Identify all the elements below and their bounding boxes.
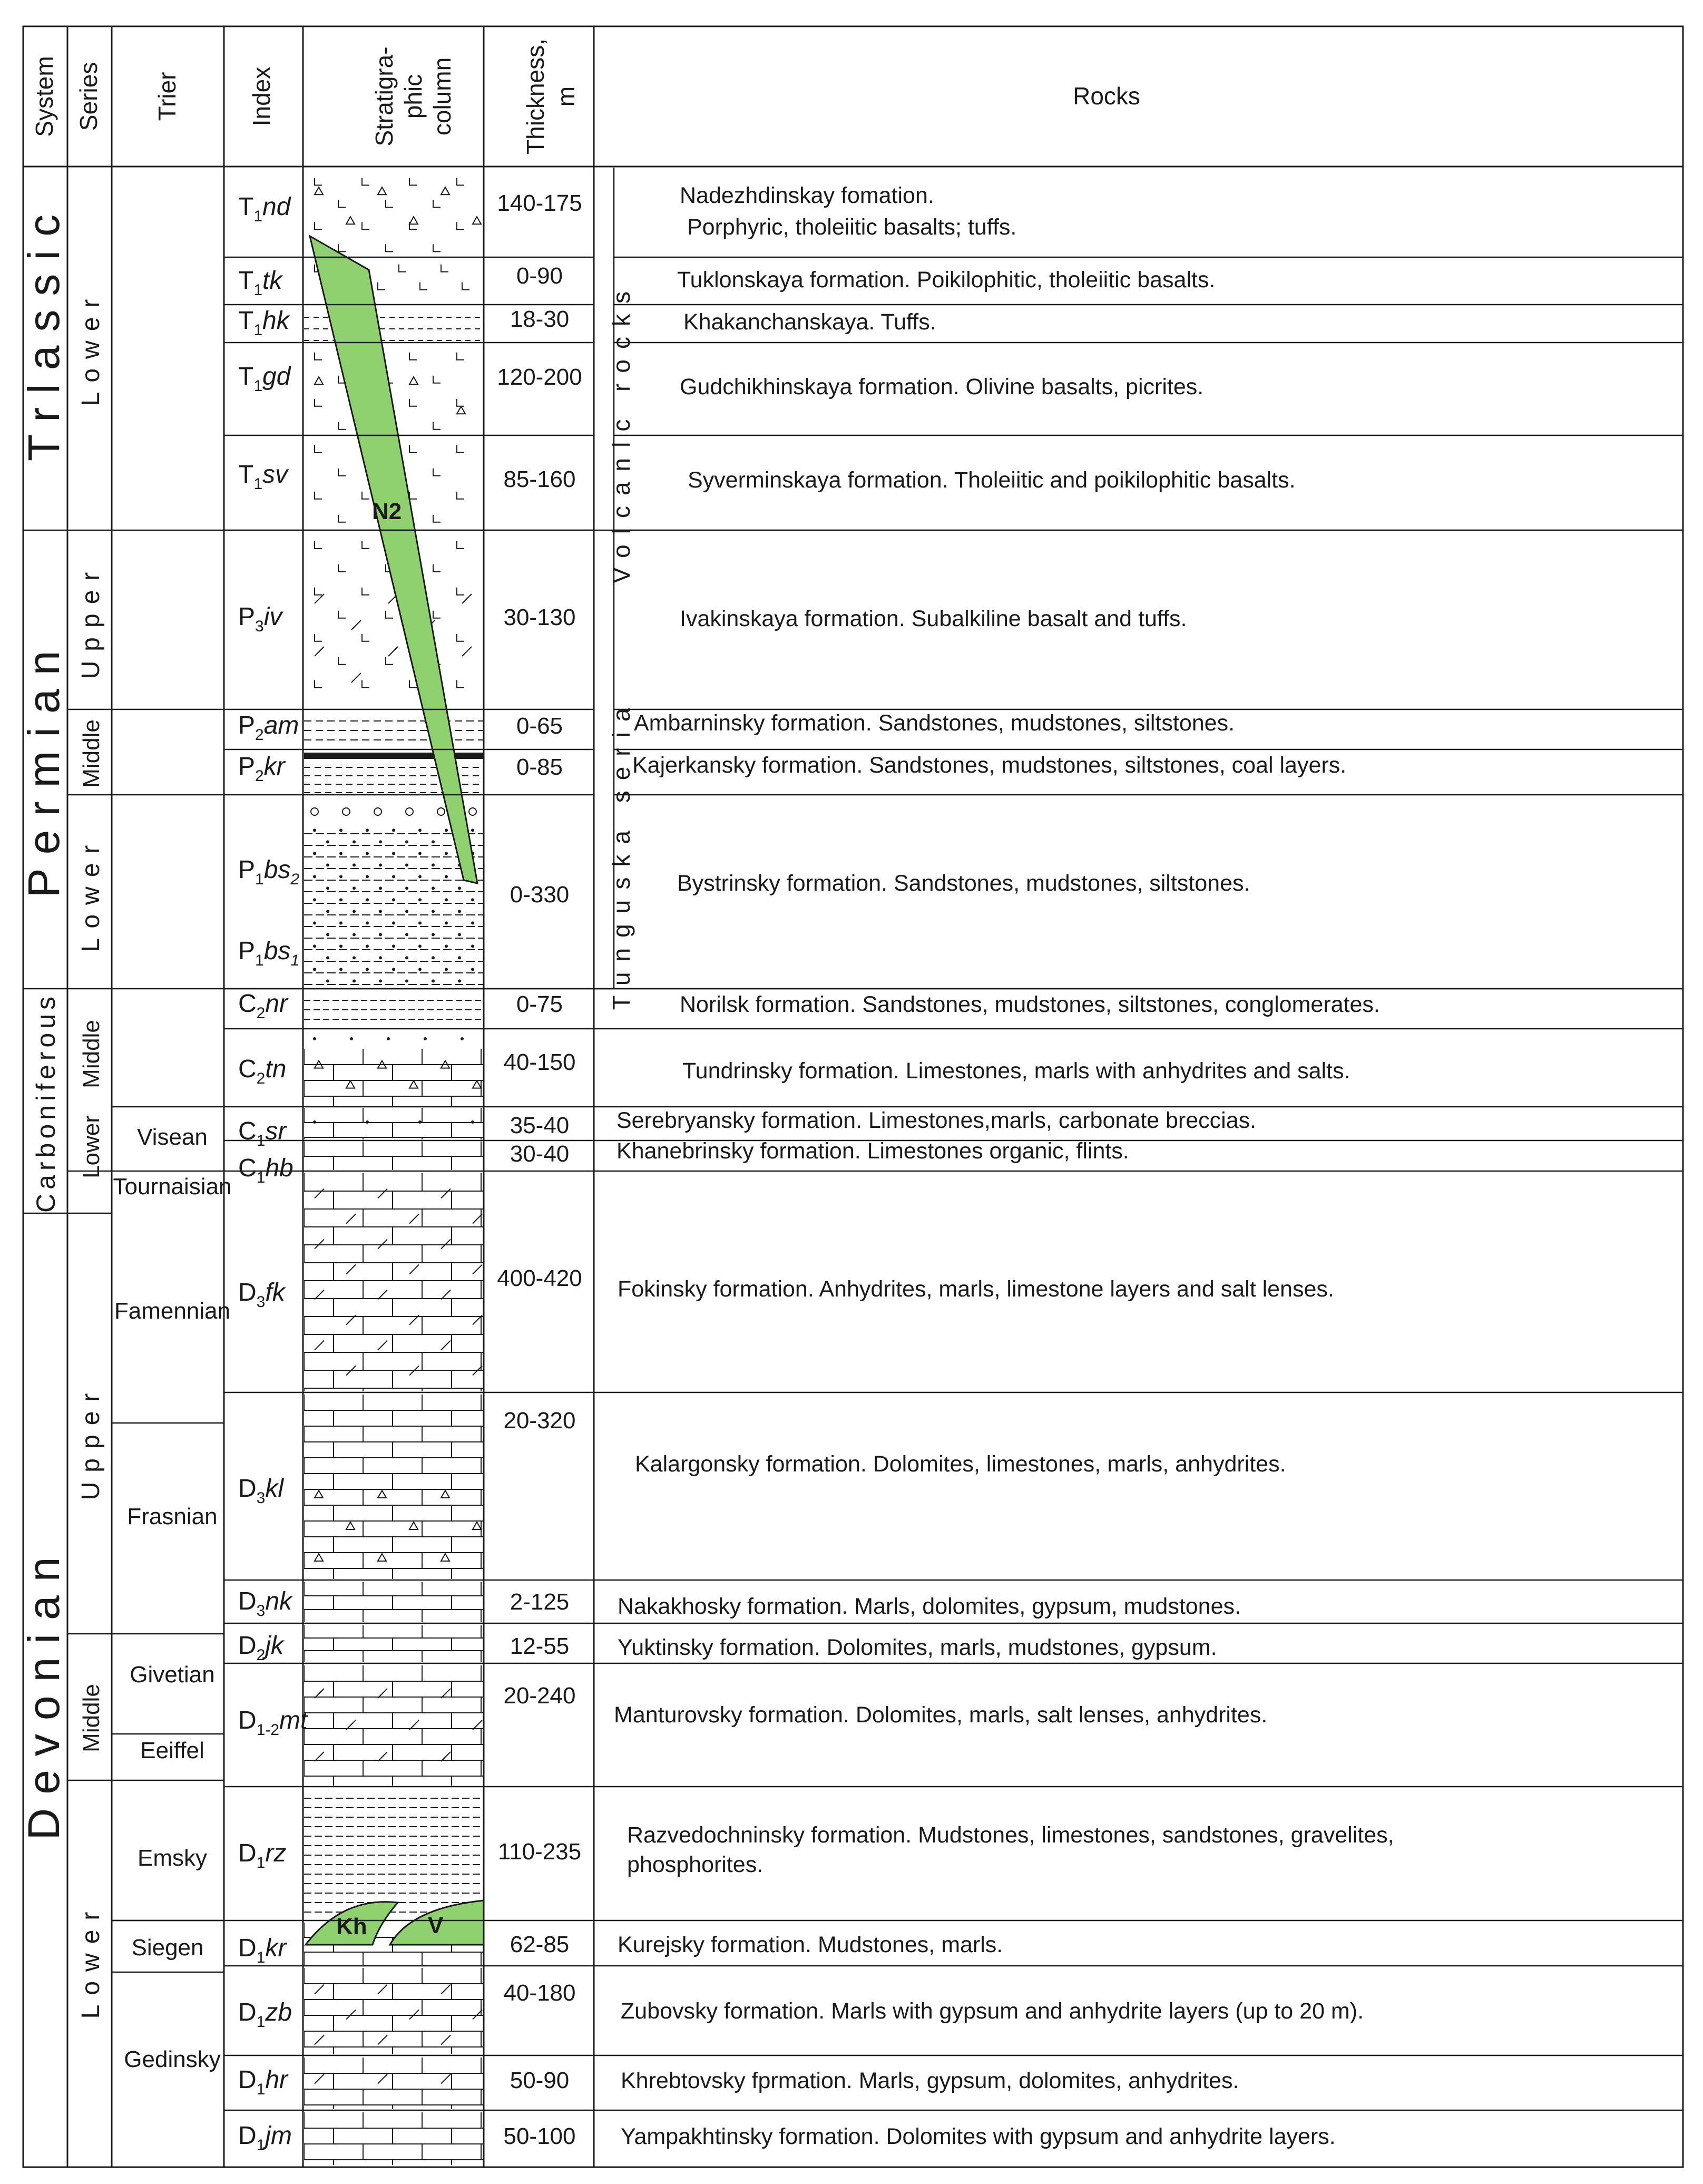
side-label-volcanic: Volcanlc rocks bbox=[608, 280, 635, 584]
rocks-cell-15-line-0: Nakakhosky formation. Marls, dolomites, gypsum, mudstones. bbox=[618, 1594, 1241, 1619]
thickness-cell-20: 40-180 bbox=[503, 1980, 576, 2006]
series-permian-middle: Middle bbox=[79, 719, 104, 788]
intrusion-n2 bbox=[310, 236, 477, 883]
index-cell-8-b: $P_1bs_1$ bbox=[238, 937, 300, 969]
rocks-cell-2-line-0: Khakanchanskaya. Tuffs. bbox=[683, 309, 936, 335]
thickness-cell-5: 30-130 bbox=[503, 604, 576, 630]
index-cell-20: $D_1zb$ bbox=[238, 1998, 292, 2031]
intrusion-v-label: V bbox=[428, 1913, 444, 1938]
trier-column bbox=[113, 1124, 231, 2072]
header-trier: Trier bbox=[153, 72, 181, 121]
thickness-cell-21: 50-90 bbox=[510, 2068, 570, 2093]
series-carb-middle: Middle bbox=[79, 1020, 104, 1088]
rocks-cell-0-line-0: Nadezhdinskay fomation. bbox=[680, 183, 934, 208]
thickness-cell-10: 40-150 bbox=[503, 1049, 576, 1075]
index-cell-18: $D_1rz$ bbox=[238, 1839, 287, 1871]
thickness-cell-3: 120-200 bbox=[497, 364, 582, 390]
rocks-cell-1-line-0: Tuklonskaya formation. Poikilophitic, tholeiitic basalts. bbox=[677, 267, 1216, 292]
rocks-cell-10-line-0: Tundrinsky formation. Limestones, marls with anhydrites and salts. bbox=[682, 1058, 1350, 1084]
thickness-cell-15: 2-125 bbox=[510, 1589, 570, 1615]
thickness-cell-13: 400-420 bbox=[497, 1265, 582, 1291]
index-cell-13: $D_3fk$ bbox=[238, 1279, 285, 1311]
system-permian: Permian bbox=[19, 637, 68, 898]
thickness-cell-22: 50-100 bbox=[503, 2123, 576, 2149]
rocks-cell-20-line-0: Zubovsky formation. Marls with gypsum and anhydrite layers (up to 20 m). bbox=[621, 1998, 1364, 2024]
thickness-column bbox=[497, 190, 582, 2149]
rocks-cell-12-line-0: Khanebrinsky formation. Limestones organic, flints. bbox=[616, 1138, 1129, 1164]
rocks-cell-18-line-1: phosphorites. bbox=[627, 1852, 764, 1877]
header-rocks: Rocks bbox=[1073, 82, 1140, 110]
rocks-cell-18-line-0: Razvedochninsky formation. Mudstones, limestones, sandstones, gravelites, bbox=[627, 1822, 1394, 1848]
thickness-cell-6: 0-65 bbox=[516, 713, 563, 739]
index-cell-8-a: $P_1bs_2$ bbox=[238, 856, 300, 888]
index-cell-17: $D_{1-2}mt$ bbox=[238, 1707, 308, 1739]
trier-siegen: Siegen bbox=[131, 1935, 204, 1961]
trier-visean: Visean bbox=[137, 1124, 208, 1150]
system-devonian: Devonian bbox=[19, 1543, 68, 1840]
index-cell-2: $T_1hk$ bbox=[238, 307, 289, 339]
system-column bbox=[19, 201, 68, 1840]
rocks-cell-0-line-1: Porphyric, tholeiitic basalts; tuffs. bbox=[687, 214, 1017, 240]
rocks-cell-16-line-0: Yuktinsky formation. Dolomites, marls, mudstones, gypsum. bbox=[618, 1635, 1217, 1660]
rocks-cell-9-line-0: Norilsk formation. Sandstones, mudstones, siltstones, conglomerates. bbox=[680, 992, 1380, 1017]
thickness-cell-16: 12-55 bbox=[510, 1633, 570, 1659]
header-system: System bbox=[31, 56, 58, 137]
rocks-cell-4-line-0: Syverminskaya formation. Tholeiitic and poikilophitic basalts. bbox=[688, 467, 1296, 493]
series-dev-lower: Lower bbox=[77, 1902, 105, 2019]
header-index: Index bbox=[248, 66, 275, 126]
index-cell-19: $D_1kr$ bbox=[238, 1934, 287, 1966]
thickness-cell-9: 0-75 bbox=[516, 991, 563, 1017]
thickness-cell-4: 85-160 bbox=[503, 466, 576, 492]
index-cell-1: $T_1tk$ bbox=[238, 267, 282, 299]
rocks-cell-6-line-0: Ambarninsky formation. Sandstones, mudstones, siltstones. bbox=[634, 710, 1235, 736]
rocks-cell-8-line-0: Bystrinsky formation. Sandstones, mudstones, siltstones. bbox=[677, 871, 1250, 896]
index-cell-14: $D_3kl$ bbox=[238, 1475, 284, 1507]
index-cell-5: $P_3iv$ bbox=[238, 603, 282, 635]
index-cell-22: $D_1jm$ bbox=[238, 2122, 292, 2154]
rocks-cell-14-line-0: Kalargonsky formation. Dolomites, limestones, marls, anhydrites. bbox=[635, 1451, 1286, 1477]
side-label-tunguska: Tunguska seria bbox=[608, 697, 635, 1010]
index-cell-3: $T_1gd$ bbox=[238, 363, 291, 395]
rocks-cell-3-line-0: Gudchikhinskaya formation. Olivine basalts, picrites. bbox=[680, 374, 1204, 399]
trier-gedinsky: Gedinsky bbox=[124, 2046, 221, 2072]
series-permian-upper: Upper bbox=[77, 562, 105, 679]
side-labels bbox=[608, 281, 635, 1010]
series-dev-upper: Upper bbox=[77, 1383, 105, 1500]
trier-givetian: Givetian bbox=[130, 1662, 215, 1688]
series-column bbox=[77, 290, 105, 2019]
header-column-1: Stratigra- bbox=[370, 46, 398, 147]
index-cell-21: $D_1hr$ bbox=[238, 2066, 288, 2098]
rocks-cell-7-line-0: Kajerkansky formation. Sandstones, mudstones, siltstones, coal layers. bbox=[632, 753, 1347, 778]
thickness-cell-0: 140-175 bbox=[497, 190, 582, 216]
thickness-cell-19: 62-85 bbox=[510, 1932, 570, 1957]
thickness-cell-11: 35-40 bbox=[510, 1113, 570, 1138]
index-cell-6: $P_2am$ bbox=[238, 711, 299, 744]
rocks-cell-17-line-0: Manturovsky formation. Dolomites, marls, salt lenses, anhydrites. bbox=[614, 1702, 1268, 1728]
thickness-cell-12: 30-40 bbox=[510, 1141, 570, 1167]
index-cell-9: $C_2nr$ bbox=[238, 990, 288, 1022]
thickness-cell-18: 110-235 bbox=[497, 1839, 582, 1865]
trier-frasnian: Frasnian bbox=[127, 1504, 218, 1529]
rocks-column bbox=[614, 183, 1394, 2149]
trier-eeiffel: Eeiffel bbox=[140, 1738, 204, 1763]
series-triassic-lower: Lower bbox=[77, 289, 105, 406]
series-permian-lower: Lower bbox=[77, 835, 105, 952]
header-thickness-2: m bbox=[552, 86, 580, 107]
index-column bbox=[238, 193, 308, 2154]
rocks-cell-11-line-0: Serebryansky formation. Limestones,marls, carbonate breccias. bbox=[616, 1108, 1257, 1133]
index-cell-10: $C_2tn$ bbox=[238, 1055, 287, 1087]
index-cell-15: $D_3nk$ bbox=[238, 1587, 292, 1620]
rocks-cell-13-line-0: Fokinsky formation. Anhydrites, marls, limestone layers and salt lenses. bbox=[618, 1276, 1334, 1302]
index-cell-0: $T_1nd$ bbox=[238, 193, 291, 225]
thickness-cell-14: 20-320 bbox=[503, 1408, 576, 1434]
index-cell-11: $C_1sr$ bbox=[238, 1117, 287, 1149]
index-cell-16: $D_2jk$ bbox=[238, 1632, 284, 1664]
trier-emsky: Emsky bbox=[138, 1845, 207, 1871]
index-cell-4: $T_1sv$ bbox=[238, 461, 288, 493]
thickness-cell-2: 18-30 bbox=[510, 306, 570, 332]
header-thickness-1: Thickness, bbox=[522, 38, 549, 154]
system-carboniferous: Carboniferous bbox=[31, 992, 61, 1213]
header-column-3: column bbox=[428, 57, 456, 136]
header-series: Series bbox=[75, 62, 102, 131]
trier-tournaisian: Tournaisian bbox=[113, 1174, 232, 1200]
system-triassic: Trlassic bbox=[19, 200, 68, 462]
index-cell-7: $P_2kr$ bbox=[238, 753, 285, 785]
thickness-cell-17: 20-240 bbox=[503, 1683, 576, 1709]
intrusion-n2-label: N2 bbox=[372, 499, 402, 524]
intrusion-kh-label: Kh bbox=[336, 1914, 367, 1939]
trier-famennian: Famennian bbox=[114, 1298, 231, 1324]
series-carb-lower: Lower bbox=[79, 1115, 104, 1178]
header-column-2: phic bbox=[399, 74, 427, 119]
series-dev-middle: Middle bbox=[79, 1684, 104, 1752]
rocks-cell-5-line-0: Ivakinskaya formation. Subalkiline basalt and tuffs. bbox=[680, 606, 1187, 631]
rocks-cell-21-line-0: Khrebtovsky fprmation. Marls, gypsum, dolomites, anhydrites. bbox=[621, 2068, 1239, 2093]
header-row bbox=[31, 38, 1140, 154]
thickness-cell-8: 0-330 bbox=[510, 882, 570, 908]
rocks-cell-19-line-0: Kurejsky formation. Mudstones, marls. bbox=[618, 1932, 1003, 1957]
index-cell-12: $C_1hb$ bbox=[238, 1154, 293, 1186]
rocks-cell-22-line-0: Yampakhtinsky formation. Dolomites with gypsum and anhydrite layers. bbox=[621, 2124, 1336, 2149]
thickness-cell-1: 0-90 bbox=[516, 263, 563, 289]
thickness-cell-7: 0-85 bbox=[516, 754, 563, 780]
